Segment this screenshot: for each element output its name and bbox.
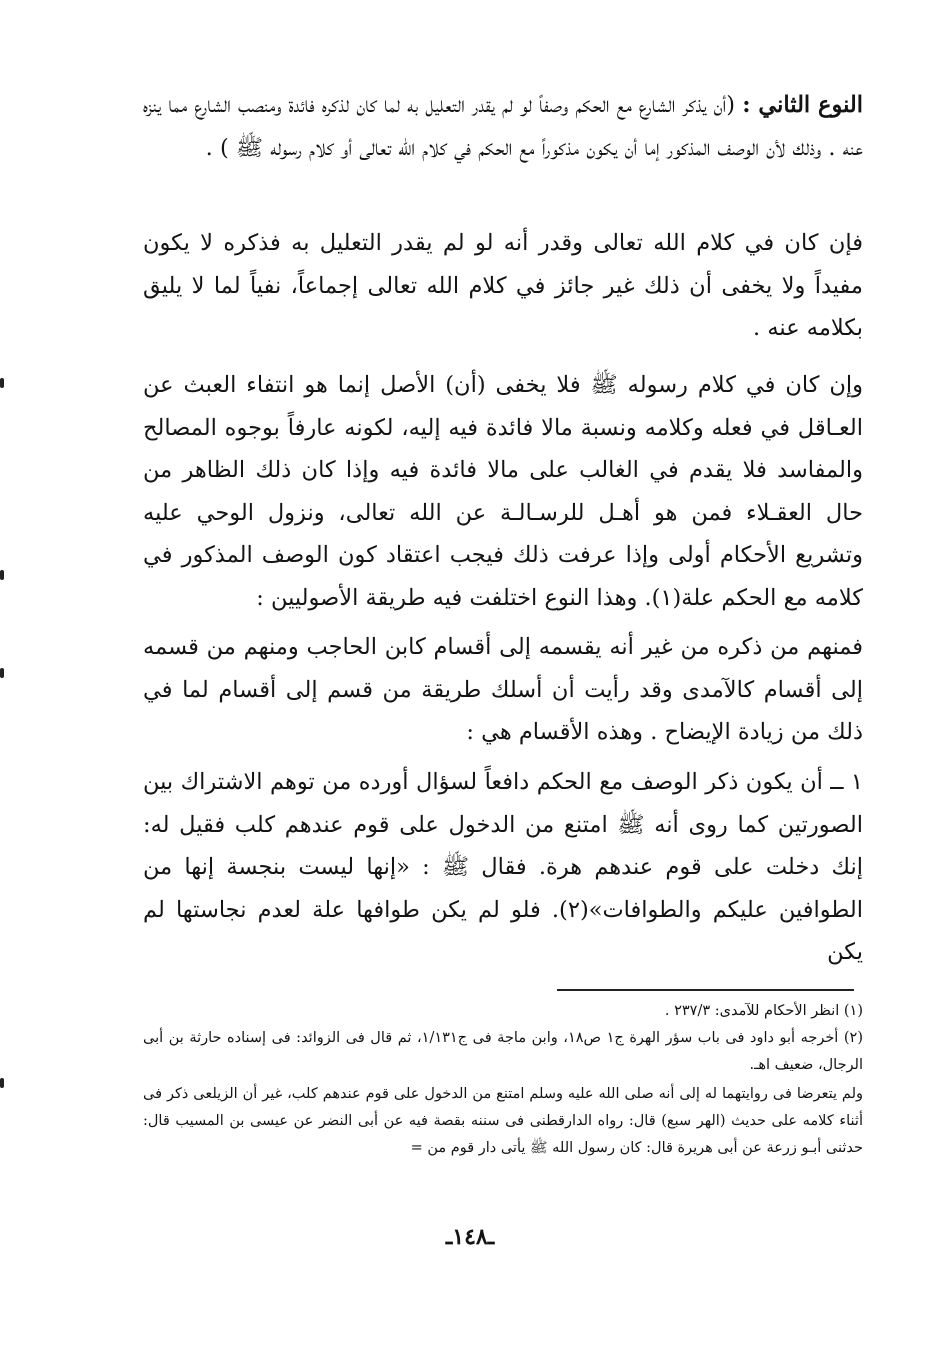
footnote: ولم يتعرضا فى روايتهما له إلى أنه صلى الله عليه وسلم امتنع من الدخول على قوم عندهم كلب، غير أن الزيلعى ذكر فى أثناء كلامه على حديث (الهر سبع) قال: رواه الدارقطنى فى سننه بقصة فيه عن أبى النضر عن عيسى بن المسيب قال: حدثنى أبـو زرعة عن أبى هريرة قال: كان رسول الله ﷺ يأتى دار قوم من = — [143, 1086, 863, 1156]
paragraph: ١ ــ أن يكون ذكر الوصف مع الحكم دافعاً لسؤال أورده من توهم الاشتراك بين الصورتين كما روى أنه ﷺ امتنع من الدخول على قوم عندهم كلب فقيل له: إنك دخلت على قوم عندهم هرة. فقال ﷺ : «إنها ليست بنجسة إنها من الطوافين عليكم والطوافات»(٢). فلو لم يكن طوافها علة لعدم نجاستها لم يكن — [143, 769, 863, 965]
main-text — [143, 84, 864, 965]
paragraph: فمنهم من ذكره من غير أنه يقسمه إلى أقسام كابن الحاجب ومنهم من قسمه إلى أقسام كالآمدى وقد رأيت أن أسلك طريقة من قسم إلى أقسام لما في ذلك من زيادة الإيضاح . وهذه الأقسام هي : — [143, 634, 863, 745]
footnote: (١) انظر الأحكام للآمدى: ٢٣٧/٣ . — [664, 1003, 863, 1019]
paragraph: وإن كان في كلام رسوله ﷺ فلا يخفى (أن) الأصل إنما هو انتفاء العبث عن العـاقل في فعله وكلامه ونسبة مالا فائدة فيه إليه، لكونه عارفاً بوجوه المصالح والمفاسد فلا يقدم في الغالب على مالا فائدة فيه وإذا كان ذلك الظاهر من حال العقـلاء فمن هو أهـل للرسـالـة عن الله تعالى، ونزول الوحي عليه وتشريع الأحكام أولى وإذا عرفت ذلك فيجب اعتقاد كون الوصف المذكور في كلامه مع الحكم علة(١). وهذا النوع اختلفت فيه طريقة الأصوليين : — [143, 372, 863, 611]
scan-edge-mark — [0, 378, 4, 388]
scan-edge-mark — [0, 570, 4, 580]
section-heading: النوع الثاني : — [742, 92, 864, 118]
paragraph-text: (أن يذكر الشارع مع الحكم وصفاً لو لم يقدر التعليل به لما كان لذكره فائدة ومنصب الشارع مما ينزه عنه . وذلك لأن الوصف المذكور إما أن يكون مذكوراً مع الحكم في كلام الله تعالى أو كلام رسوله ﷺ ) . — [143, 92, 863, 161]
paragraph — [143, 84, 863, 214]
scan-edge-mark — [0, 1078, 4, 1088]
footnote-divider — [557, 989, 854, 991]
scan-edge-mark — [0, 668, 4, 678]
paragraph: فإن كان في كلام الله تعالى وقدر أنه لو لم يقدر التعليل به فذكره لا يكون مفيداً ولا يخفى أن ذلك غير جائز في كلام الله تعالى إجماعاً، نفياً لما لا يليق بكلامه عنه . — [143, 230, 863, 341]
page-number: ـ١٤٨ـ — [445, 1224, 495, 1250]
footnote: (٢) أخرجه أبو داود فى باب سؤر الهرة ج١ ص١٨، وابن ماجة فى ج١/١٣١، ثم قال فى الزوائد: فى إسناده حارثة بن أبى الرجال، ضعيف اهـ. — [143, 1030, 863, 1073]
footnotes — [143, 998, 863, 1162]
